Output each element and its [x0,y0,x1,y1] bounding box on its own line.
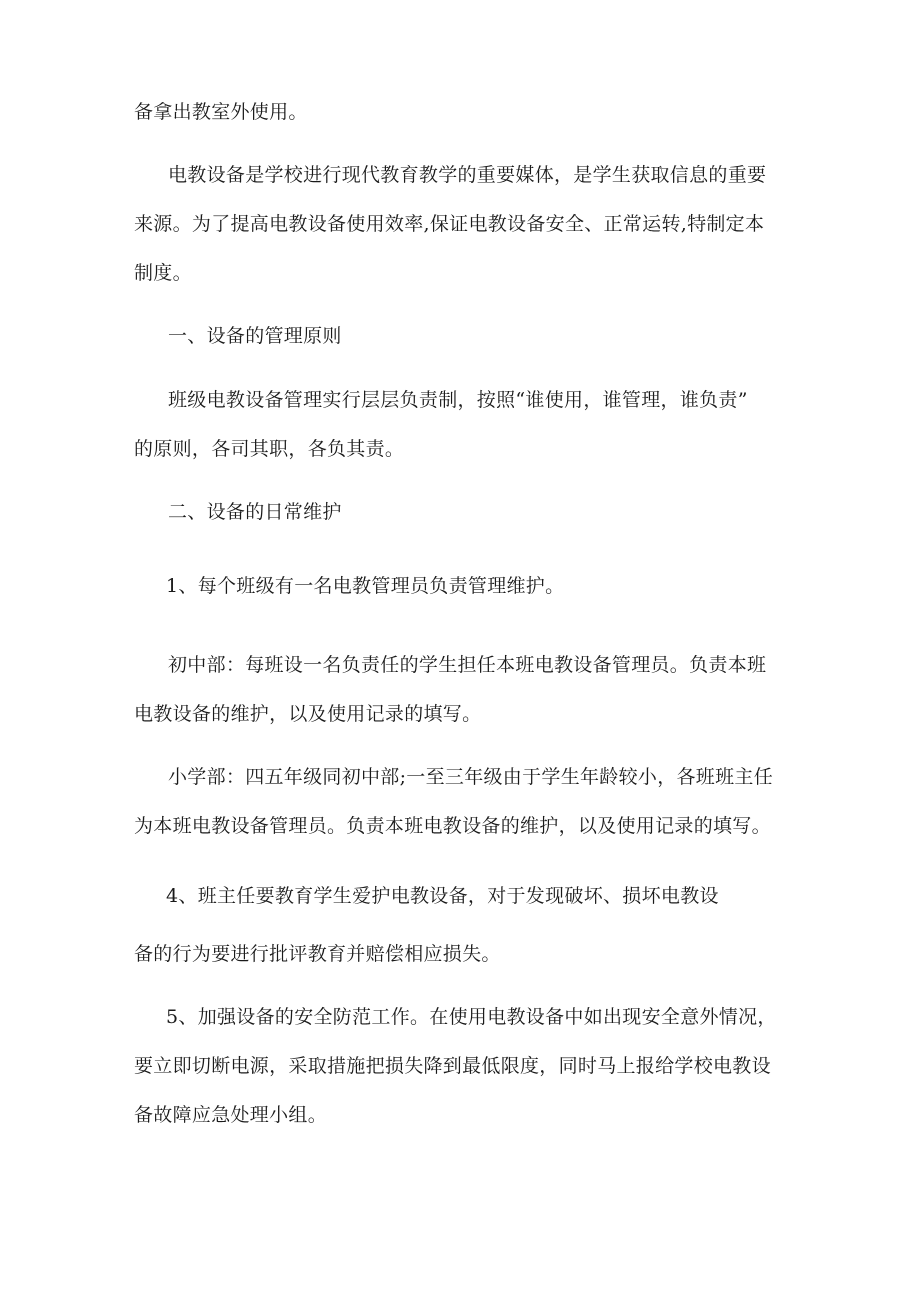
list-item-5-line-2: 要立即切断电源，采取措施把损失降到最低限度，同时马上报给学校电教设 [134,1055,771,1077]
paragraph-intro-line-3: 制度。 [134,262,192,284]
list-item-5-line-1: 5、加强设备的安全防范工作。在使用电教设备中如出现安全意外情况， [166,1006,777,1028]
list-item-1: 1、每个班级有一名电教管理员负责管理维护。 [166,575,565,597]
list-item-5-line-3: 备故障应急处理小组。 [134,1104,328,1126]
text-line-continuation: 备拿出教室外使用。 [134,101,308,123]
paragraph-junior-high-line-2: 电教设备的维护，以及使用记录的填写。 [134,703,482,725]
list-item-4-line-1: 4、班主任要教育学生爱护电教设备，对于发现破坏、损坏电教设 [166,885,719,907]
paragraph-junior-high-line-1: 初中部：每班设一名负责任的学生担任本班电教设备管理员。负责本班 [168,654,767,676]
paragraph-intro-line-1: 电教设备是学校进行现代教育教学的重要媒体，是学生获取信息的重要 [168,164,767,186]
section-heading-management-principles: 一、设备的管理原则 [168,325,342,347]
paragraph-primary-line-2: 为本班电教设备管理员。负责本班电教设备的维护，以及使用记录的填写。 [134,815,771,837]
list-item-4-line-2: 备的行为要进行批评教育并赔偿相应损失。 [134,943,501,965]
paragraph-primary-line-1: 小学部：四五年级同初中部;一至三年级由于学生年龄较小，各班班主任 [168,766,774,788]
paragraph-principles-line-1: 班级电教设备管理实行层层负责制，按照“谁使用，谁管理，谁负责” [168,389,748,411]
section-heading-daily-maintenance: 二、设备的日常维护 [168,501,342,523]
paragraph-principles-line-2: 的原则，各司其职，各负其责。 [134,438,405,460]
paragraph-intro-line-2: 来源。为了提高电教设备使用效率,保证电教设备安全、正常运转,特制定本 [134,213,765,235]
